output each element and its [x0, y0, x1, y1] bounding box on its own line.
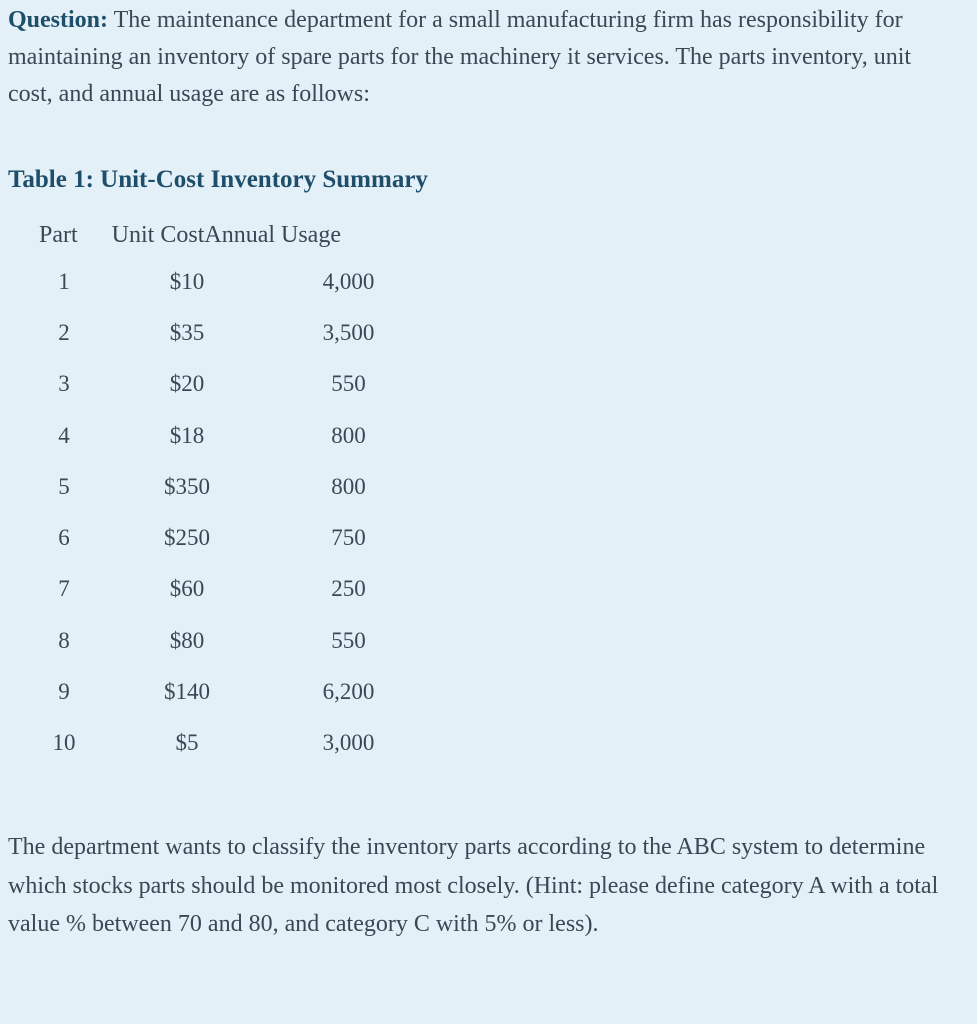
inventory-table — [35, 214, 416, 769]
annual-usage-cell: 750 — [331, 525, 366, 551]
annual-usage-cell: 3,000 — [322, 730, 375, 756]
table-row — [35, 461, 416, 512]
part-cell: 10 — [52, 730, 76, 756]
part-cell: 4 — [58, 422, 70, 448]
unit-cost-cell: $140 — [164, 679, 210, 705]
annual-usage-cell: 4,000 — [322, 268, 375, 294]
question-text: The maintenance department for a small manufacturing firm has responsibility for maintaining an inventory of spare parts for the machinery it services. The parts inventory, unit cost, and annual usage are as follows: — [8, 7, 912, 107]
table-row — [35, 512, 416, 563]
part-cell: 1 — [58, 268, 70, 294]
unit-cost-cell: $20 — [169, 371, 205, 397]
annual-usage-cell: 550 — [331, 627, 366, 653]
unit-cost-cell: $10 — [169, 268, 205, 294]
unit-cost-cell: $5 — [175, 730, 199, 756]
annual-usage-cell: 250 — [331, 576, 366, 602]
unit-cost-cell: $250 — [164, 525, 210, 551]
table-row — [35, 307, 416, 358]
annual-usage-cell: 3,500 — [322, 319, 375, 345]
table-header-row — [35, 214, 416, 256]
part-cell: 8 — [58, 627, 70, 653]
part-cell: 5 — [58, 473, 70, 499]
table-row — [35, 256, 416, 307]
unit-cost-cell: $35 — [169, 319, 205, 345]
table-row — [35, 359, 416, 410]
table-title: Table 1: Unit-Cost Inventory Summary — [8, 166, 428, 193]
part-cell: 2 — [58, 319, 70, 345]
table-row — [35, 666, 416, 717]
unit-cost-cell: $18 — [169, 422, 205, 448]
annual-usage-cell: 6,200 — [322, 679, 375, 705]
table-row — [35, 718, 416, 769]
unit-cost-cell: $60 — [169, 576, 205, 602]
question-label: Question: — [8, 7, 109, 33]
unit-cost-cell: $350 — [164, 473, 210, 499]
question-paragraph — [8, 2, 958, 113]
part-cell: 6 — [58, 525, 70, 551]
table-header — [35, 214, 416, 256]
table-row — [35, 410, 416, 461]
header-part: Part — [39, 221, 78, 248]
table-row — [35, 564, 416, 615]
annual-usage-cell: 800 — [331, 473, 366, 499]
header-annual-usage: Annual Usage — [204, 221, 341, 248]
part-cell: 3 — [58, 371, 70, 397]
part-cell: 7 — [58, 576, 70, 602]
annual-usage-cell: 550 — [331, 371, 366, 397]
annual-usage-cell: 800 — [331, 422, 366, 448]
department-paragraph: The department wants to classify the inventory parts according to the ABC system to determine which stocks parts should be monitored most closely. (Hint: please define category A with a total value % between 70 and 80, and category C with 5% or less). — [8, 834, 939, 937]
part-cell: 9 — [58, 679, 70, 705]
unit-cost-cell: $80 — [169, 627, 205, 653]
header-unit-cost: Unit Cost — [111, 221, 205, 248]
table-row — [35, 615, 416, 666]
